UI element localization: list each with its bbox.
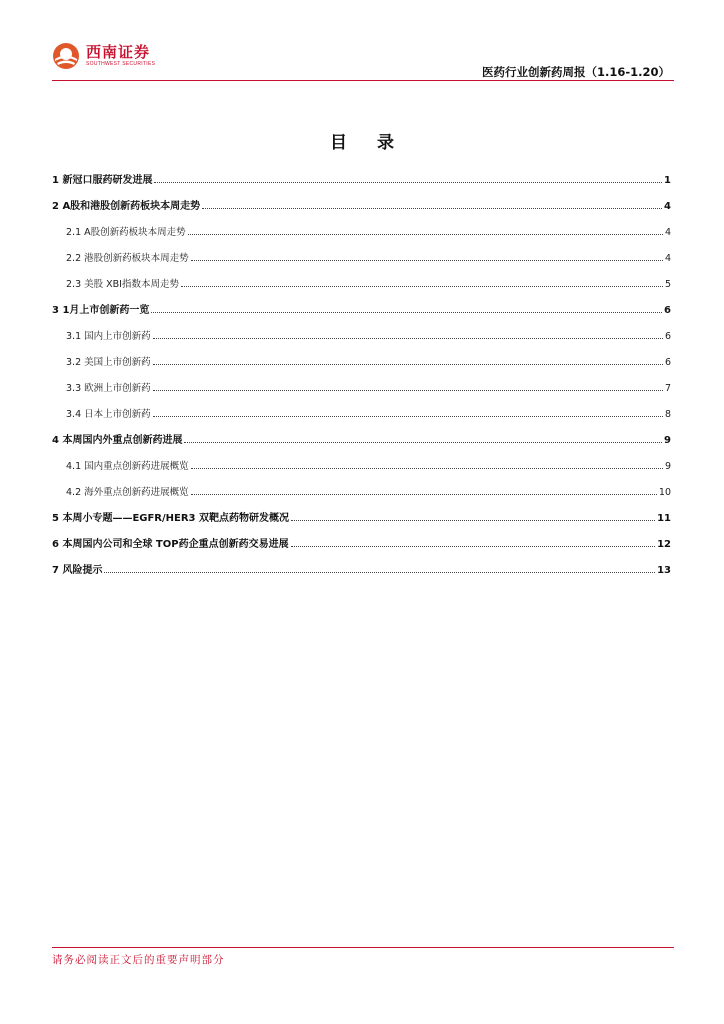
toc-entry-page: 6 bbox=[664, 357, 671, 368]
toc-entry-page: 6 bbox=[664, 305, 671, 316]
toc-entry-label: 1 新冠口服药研发进展 bbox=[52, 175, 153, 186]
toc-entry[interactable] bbox=[52, 482, 671, 508]
page-header bbox=[52, 40, 674, 82]
toc-entry-page: 6 bbox=[664, 331, 671, 342]
toc-entry-page: 10 bbox=[658, 487, 671, 498]
toc-leader-dots bbox=[202, 196, 662, 209]
toc-entry-label: 2.2 港股创新药板块本周走势 bbox=[66, 253, 189, 264]
toc-leader-dots bbox=[181, 274, 663, 287]
toc-entry-page: 13 bbox=[657, 565, 671, 576]
logo-emblem-icon bbox=[52, 42, 80, 70]
toc-entry-label: 3.1 国内上市创新药 bbox=[66, 331, 151, 342]
toc-entry-page: 11 bbox=[657, 513, 671, 524]
toc-entry[interactable] bbox=[52, 222, 671, 248]
toc-entry-page: 8 bbox=[664, 409, 671, 420]
header-divider bbox=[52, 80, 674, 81]
toc-entry-page: 1 bbox=[664, 175, 671, 186]
toc-entry-page: 4 bbox=[664, 253, 671, 264]
toc-entry[interactable] bbox=[52, 196, 671, 222]
toc-leader-dots bbox=[291, 508, 655, 521]
toc-entry[interactable] bbox=[52, 274, 671, 300]
footer-disclaimer: 请务必阅读正文后的重要声明部分 bbox=[52, 954, 225, 966]
toc-leader-dots bbox=[291, 534, 656, 547]
toc-entry-label: 5 本周小专题——EGFR/HER3 双靶点药物研发概况 bbox=[52, 513, 290, 524]
company-logo bbox=[52, 42, 155, 70]
toc-entry-page: 9 bbox=[664, 435, 671, 446]
toc-entry[interactable] bbox=[52, 352, 671, 378]
toc-entry-label: 3.3 欧洲上市创新药 bbox=[66, 383, 151, 394]
toc-entry-label: 4.2 海外重点创新药进展概览 bbox=[66, 487, 189, 498]
toc-entry[interactable] bbox=[52, 456, 671, 482]
table-of-contents bbox=[52, 170, 671, 586]
toc-entry[interactable] bbox=[52, 248, 671, 274]
toc-leader-dots bbox=[188, 222, 663, 235]
toc-entry[interactable] bbox=[52, 326, 671, 352]
toc-entry[interactable] bbox=[52, 170, 671, 196]
toc-entry-label: 3 1月上市创新药一览 bbox=[52, 305, 150, 316]
toc-leader-dots bbox=[191, 248, 663, 261]
toc-leader-dots bbox=[191, 456, 663, 469]
toc-entry-page: 4 bbox=[664, 227, 671, 238]
logo-chinese-name: 西南证券 bbox=[86, 43, 151, 61]
toc-entry-page: 4 bbox=[664, 201, 671, 212]
toc-entry-page: 7 bbox=[664, 383, 671, 394]
toc-entry-page: 12 bbox=[657, 539, 671, 550]
toc-entry-label: 2.1 A股创新药板块本周走势 bbox=[66, 227, 186, 238]
toc-leader-dots bbox=[153, 352, 663, 365]
report-title: 医药行业创新药周报（1.16-1.20） bbox=[481, 65, 670, 79]
toc-leader-dots bbox=[153, 404, 663, 417]
toc-leader-dots bbox=[153, 378, 663, 391]
toc-entry[interactable] bbox=[52, 378, 671, 404]
toc-leader-dots bbox=[104, 560, 655, 573]
toc-leader-dots bbox=[154, 170, 662, 183]
toc-entry-page: 9 bbox=[664, 461, 671, 472]
toc-entry[interactable] bbox=[52, 508, 671, 534]
logo-english-name: SOUTHWEST SECURITIES bbox=[86, 61, 156, 67]
toc-leader-dots bbox=[153, 326, 663, 339]
toc-entry-label: 3.2 美国上市创新药 bbox=[66, 357, 151, 368]
toc-entry[interactable] bbox=[52, 430, 671, 456]
toc-leader-dots bbox=[151, 300, 662, 313]
toc-entry-label: 6 本周国内公司和全球 TOP药企重点创新药交易进展 bbox=[52, 539, 289, 550]
toc-entry-label: 4 本周国内外重点创新药进展 bbox=[52, 435, 183, 446]
toc-entry-label: 2.3 美股 XBI指数本周走势 bbox=[66, 279, 179, 290]
toc-entry-label: 4.1 国内重点创新药进展概览 bbox=[66, 461, 189, 472]
toc-leader-dots bbox=[184, 430, 662, 443]
toc-entry[interactable] bbox=[52, 404, 671, 430]
toc-entry-label: 2 A股和港股创新药板块本周走势 bbox=[52, 201, 201, 212]
footer-divider bbox=[52, 947, 674, 948]
toc-entry-label: 7 风险提示 bbox=[52, 565, 103, 576]
toc-entry[interactable] bbox=[52, 300, 671, 326]
toc-leader-dots bbox=[191, 482, 657, 495]
toc-entry-page: 5 bbox=[664, 279, 671, 290]
toc-heading: 目 录 bbox=[330, 133, 406, 153]
toc-entry[interactable] bbox=[52, 560, 671, 586]
toc-entry[interactable] bbox=[52, 534, 671, 560]
toc-entry-label: 3.4 日本上市创新药 bbox=[66, 409, 151, 420]
